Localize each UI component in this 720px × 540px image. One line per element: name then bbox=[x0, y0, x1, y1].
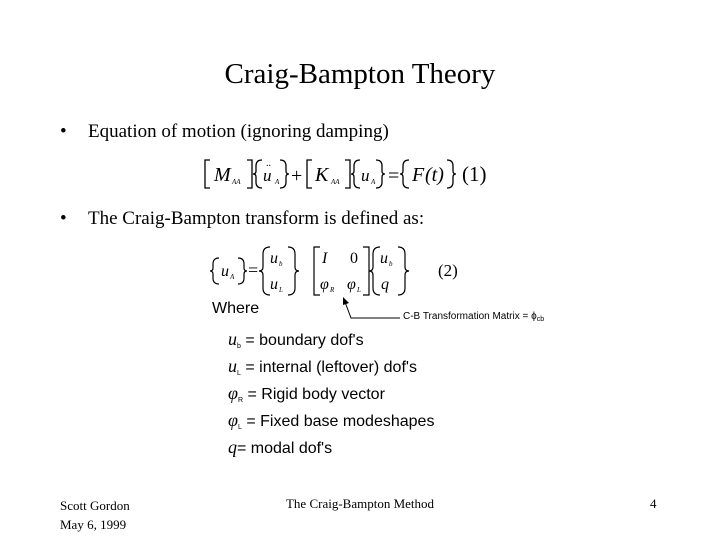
eq1-force: F bbox=[412, 164, 425, 186]
definitions-list bbox=[228, 326, 434, 461]
equation-1 bbox=[200, 156, 500, 194]
eq2-ub-right-sub: b bbox=[389, 260, 393, 268]
footer-date: May 6, 1999 bbox=[60, 517, 127, 532]
eq1-stiffness: K bbox=[315, 164, 329, 186]
eq2-phi-l: φ bbox=[347, 276, 356, 293]
slide-title: Craig-Bampton Theory bbox=[224, 58, 496, 90]
eq2-ul-sub: L bbox=[279, 286, 283, 294]
footer-author: Scott Gordon bbox=[60, 498, 130, 513]
bullet-dot: • bbox=[60, 208, 67, 229]
bullet-text: Equation of motion (ignoring damping) bbox=[88, 121, 389, 142]
eq2-ub-sub: b bbox=[279, 260, 283, 268]
definition-item: $u_L$ = internal (leftover) dof's bbox=[228, 356, 417, 377]
equation-2 bbox=[208, 244, 468, 302]
eq1-time: (t) bbox=[425, 164, 444, 186]
bullet-equation-of-motion bbox=[60, 121, 389, 143]
bullet-text: The Craig-Bampton transform is defined as: bbox=[88, 208, 425, 229]
eq2-number: (2) bbox=[438, 261, 458, 280]
footer-center: The Craig-Bampton Method bbox=[285, 496, 435, 511]
cb-arrow bbox=[340, 296, 410, 322]
eq1-disp: u bbox=[361, 166, 370, 185]
eq1-number: (1) bbox=[462, 162, 487, 186]
eq1-accel-sub: A bbox=[275, 178, 280, 186]
eq1-stiffness-sub: AA bbox=[331, 178, 340, 186]
definition-item: $u_b$ = boundary dof's bbox=[228, 329, 364, 350]
eq2-zero: 0 bbox=[350, 250, 358, 267]
cb-matrix-label: C-B Transformation Matrix = $\phi_{cb}$ bbox=[403, 311, 545, 323]
eq2-phi-r: φ bbox=[320, 276, 329, 293]
definition-item: q= modal dof's bbox=[228, 437, 333, 457]
eq2-identity: I bbox=[322, 250, 328, 267]
bullet-transform bbox=[60, 208, 424, 230]
eq1-disp-sub: A bbox=[371, 178, 376, 186]
eq2-phi-l-sub: L bbox=[357, 286, 361, 294]
definition-item: $\varphi_R$ = Rigid body vector bbox=[228, 383, 385, 404]
eq2-ua-sub: A bbox=[230, 273, 235, 281]
where-label: Where bbox=[212, 300, 260, 317]
eq1-accel-dots: .. bbox=[266, 158, 271, 169]
page-number: 4 bbox=[650, 496, 657, 511]
eq1-mass: M bbox=[214, 164, 231, 186]
eq2-ub-right: u bbox=[380, 250, 388, 267]
eq2-phi-r-sub: R bbox=[330, 286, 335, 294]
eq2-ul: u bbox=[270, 276, 278, 293]
bullet-dot: • bbox=[60, 121, 67, 142]
eq2-ua: u bbox=[221, 263, 229, 280]
eq1-equals: = bbox=[388, 165, 400, 187]
eq1-mass-sub: AA bbox=[232, 178, 241, 186]
eq2-equals: = bbox=[248, 260, 259, 280]
eq1-accel: u bbox=[263, 166, 272, 185]
eq2-q: q bbox=[381, 276, 389, 293]
eq2-ub: u bbox=[270, 250, 278, 267]
definition-item: $\varphi_L$ = Fixed base modeshapes bbox=[228, 410, 435, 431]
eq1-plus: + bbox=[291, 165, 303, 187]
